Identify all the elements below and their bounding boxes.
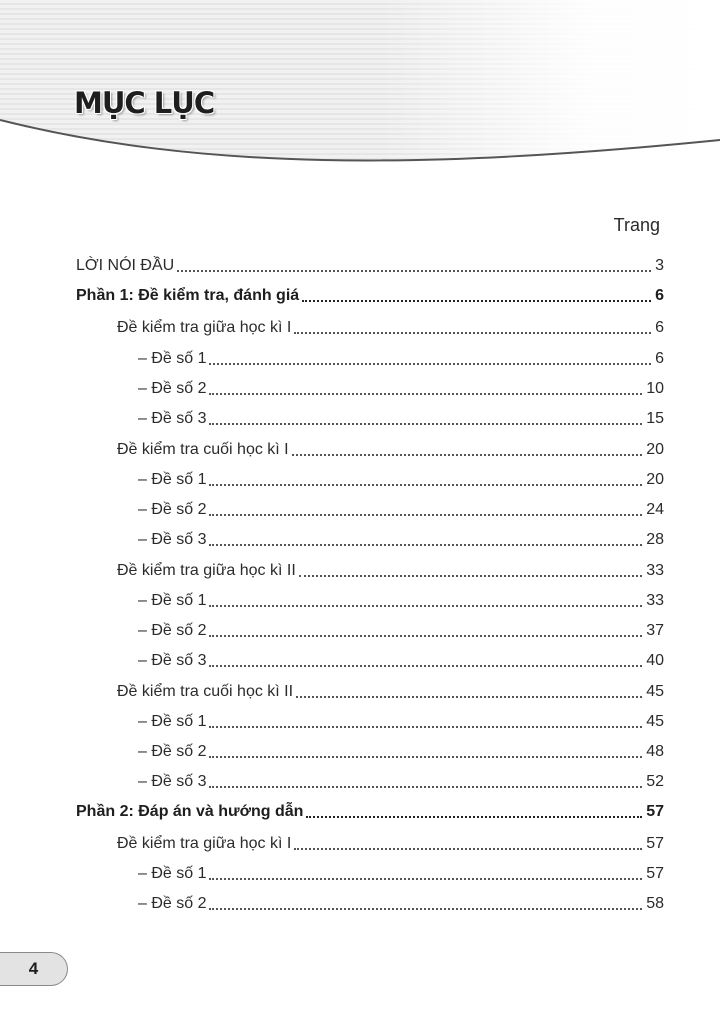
toc-entry-page: 57: [646, 865, 664, 882]
toc-entry: [138, 611, 664, 641]
toc-entry-page: 57: [646, 803, 664, 820]
page-column-label: Trang: [613, 215, 660, 235]
toc-dot-leader: [292, 454, 643, 456]
toc-entry-title: Đề kiểm tra giữa học kì I: [117, 319, 292, 336]
toc-dot-leader: [209, 423, 642, 425]
toc-entry-page: 6: [655, 287, 664, 304]
toc-entry: [76, 792, 664, 822]
toc-entry-title: – Đề số 3: [138, 773, 207, 790]
toc-dot-leader: [296, 696, 642, 698]
page-number-tab: [0, 952, 68, 986]
toc-entry: [138, 399, 664, 429]
toc-dot-leader: [209, 363, 651, 365]
toc-entry-title: – Đề số 3: [138, 531, 207, 548]
toc-entry-title: Đề kiểm tra giữa học kì I: [117, 835, 292, 852]
toc-entry: [76, 276, 664, 306]
toc-entry-page: 57: [646, 835, 664, 852]
toc-entry-page: 40: [646, 652, 664, 669]
toc-entry-title: Đề kiểm tra cuối học kì II: [117, 683, 294, 700]
page-number: 4: [28, 959, 39, 978]
toc-entry: [138, 884, 664, 914]
toc-entry-title: – Đề số 1: [138, 865, 207, 882]
toc-entry-page: 15: [646, 410, 664, 427]
toc-entry-page: 45: [646, 683, 664, 700]
toc-entry-page: 52: [646, 773, 664, 790]
toc-entry-title: – Đề số 1: [138, 471, 207, 488]
toc-entry-page: 6: [655, 350, 664, 367]
toc-entry-page: 33: [646, 592, 664, 609]
toc-entry-page: 58: [646, 895, 664, 912]
toc-entry-page: 10: [646, 380, 664, 397]
toc-entry-page: 37: [646, 622, 664, 639]
toc-dot-leader: [209, 484, 642, 486]
toc-entry-title: – Đề số 1: [138, 592, 207, 609]
toc-entry: [138, 369, 664, 399]
toc-entry-page: 28: [646, 531, 664, 548]
toc-entry-title: – Đề số 2: [138, 743, 207, 760]
toc-entry-title: – Đề số 3: [138, 410, 207, 427]
toc-dot-leader: [209, 393, 642, 395]
toc-entry-title: – Đề số 2: [138, 380, 207, 397]
toc-entry-page: 48: [646, 743, 664, 760]
toc-dot-leader: [209, 756, 642, 758]
toc-entry-page: 33: [646, 562, 664, 579]
toc-dot-leader: [177, 270, 651, 272]
toc-entry: [138, 520, 664, 550]
toc-entry-title: Phần 2: Đáp án và hướng dẫn: [76, 803, 304, 820]
toc-entry-title: – Đề số 3: [138, 652, 207, 669]
toc-entry: [138, 732, 664, 762]
toc-entry: [117, 308, 664, 338]
toc-dot-leader: [209, 786, 642, 788]
toc-entry-title: – Đề số 1: [138, 713, 207, 730]
toc-entry: [138, 641, 664, 671]
toc-entry: [138, 854, 664, 884]
toc-dot-leader: [209, 908, 642, 910]
toc-dot-leader: [299, 575, 642, 577]
toc-entry-page: 6: [655, 319, 664, 336]
toc-dot-leader: [209, 665, 642, 667]
toc-dot-leader: [209, 635, 642, 637]
toc-entry-page: 24: [646, 501, 664, 518]
toc-entry-title: LỜI NÓI ĐẦU: [76, 257, 175, 274]
toc-entry-title: – Đề số 2: [138, 622, 207, 639]
toc-entry-title: Phần 1: Đề kiểm tra, đánh giá: [76, 287, 300, 304]
toc-dot-leader: [209, 605, 642, 607]
toc-dot-leader: [294, 848, 642, 850]
toc-entry-page: 45: [646, 713, 664, 730]
toc-entry: [138, 490, 664, 520]
toc-entry: [138, 339, 664, 369]
toc-dot-leader: [294, 332, 651, 334]
toc-entry-title: – Đề số 2: [138, 501, 207, 518]
toc-entry: [76, 246, 664, 276]
toc-entry: [117, 672, 664, 702]
toc-entry-title: Đề kiểm tra giữa học kì II: [117, 562, 296, 579]
toc-dot-leader: [302, 300, 651, 302]
toc-entry: [138, 702, 664, 732]
toc-entry-title: – Đề số 1: [138, 350, 207, 367]
toc-entry-page: 20: [646, 441, 664, 458]
toc-dot-leader: [209, 544, 642, 546]
toc-entry-page: 20: [646, 471, 664, 488]
toc-entry-title: – Đề số 2: [138, 895, 207, 912]
toc-entry: [117, 551, 664, 581]
toc-entry: [138, 762, 664, 792]
toc-entry: [138, 581, 664, 611]
toc-entry: [138, 460, 664, 490]
toc-entry-title: Đề kiểm tra cuối học kì I: [117, 441, 289, 458]
toc-dot-leader: [306, 816, 642, 818]
toc-dot-leader: [209, 726, 642, 728]
toc-dot-leader: [209, 514, 642, 516]
toc-entry: [117, 430, 664, 460]
toc-dot-leader: [209, 878, 642, 880]
page-title: MỤC LỤC: [74, 86, 215, 120]
toc-entry: [117, 824, 664, 854]
toc-entry-page: 3: [655, 257, 664, 274]
